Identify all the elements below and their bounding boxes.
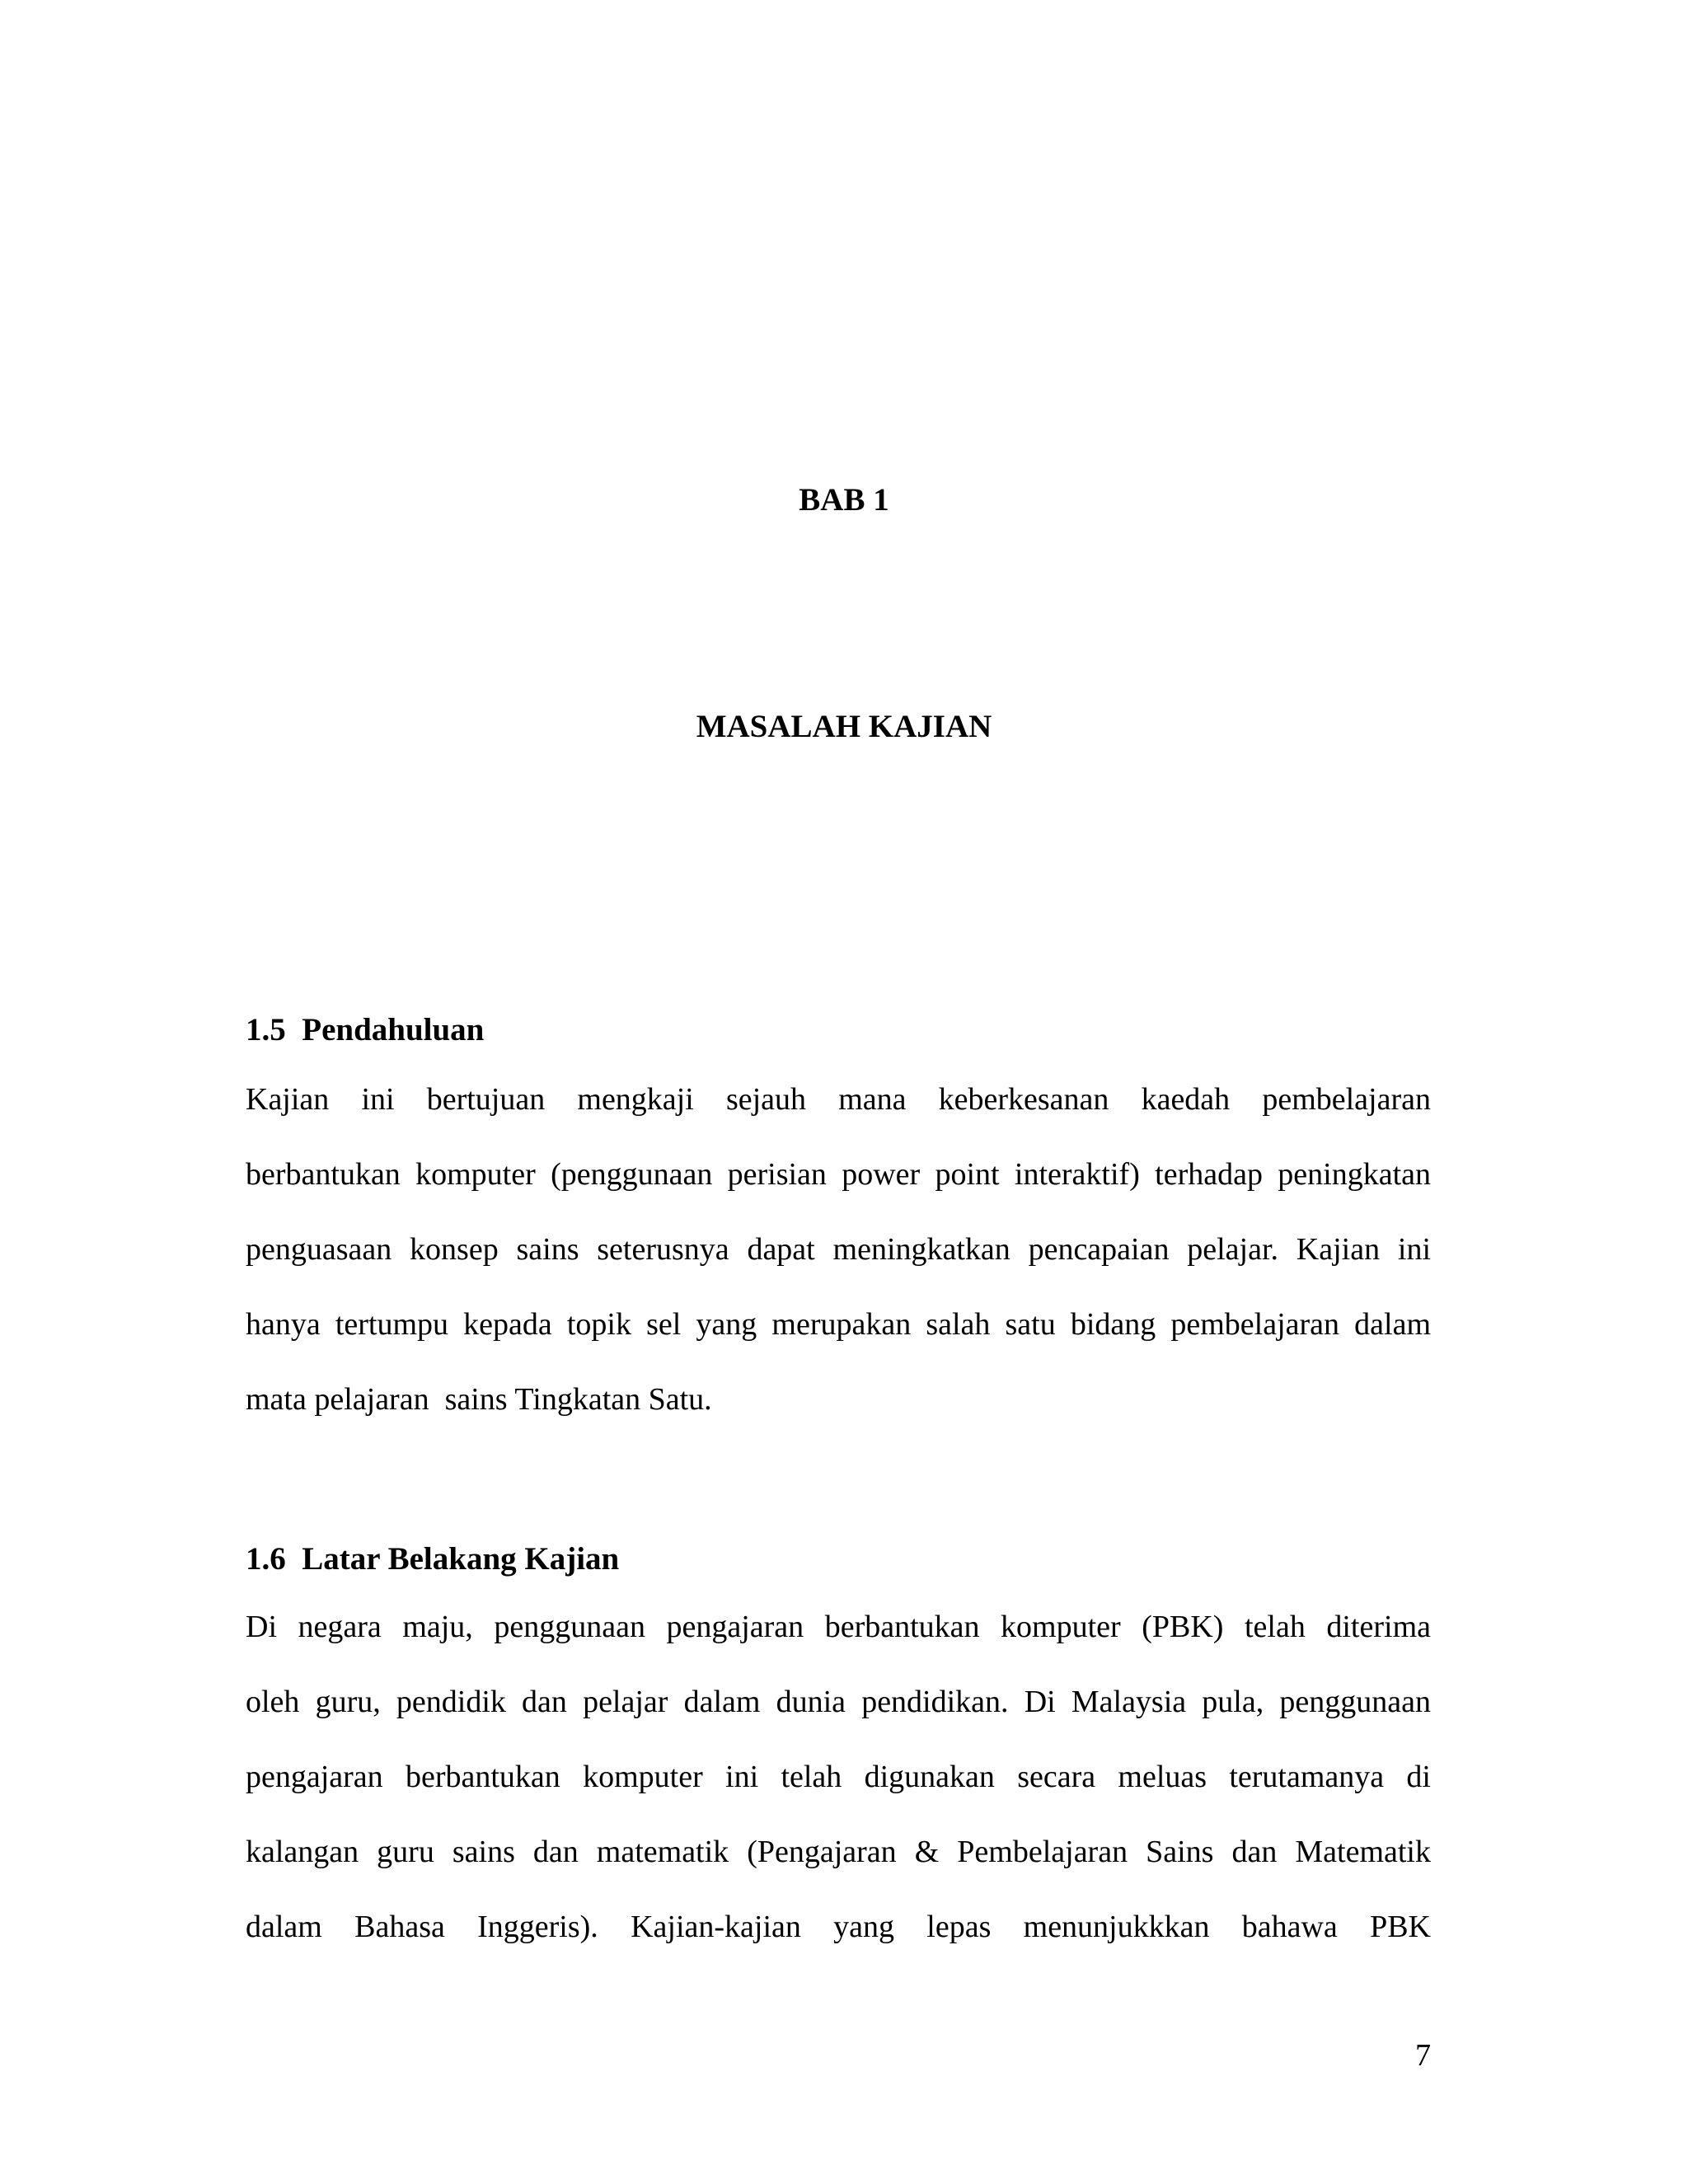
paragraph-line: hanya tertumpu kepada topik sel yang merupakan salah satu bidang pembelajaran dalam bbox=[246, 1307, 1431, 1342]
paragraph-line: penguasaan konsep sains seterusnya dapat meningkatkan pencapaian pelajar. Kajian ini bbox=[246, 1232, 1431, 1267]
paragraph-line: Di negara maju, penggunaan pengajaran berbantukan komputer (PBK) telah diterima bbox=[246, 1610, 1431, 1644]
paragraph-line: oleh guru, pendidik dan pelajar dalam dunia pendidikan. Di Malaysia pula, penggunaan bbox=[246, 1685, 1431, 1719]
section-heading-pendahuluan: 1.5 Pendahuluan bbox=[246, 1012, 485, 1047]
page-number: 7 bbox=[1415, 2038, 1431, 2073]
paragraph-line: kalangan guru sains dan matematik (Pengajaran & Pembelajaran Sains dan Matematik bbox=[246, 1835, 1431, 1869]
paragraph-line: berbantukan komputer (penggunaan perisian power point interaktif) terhadap peningkatan bbox=[246, 1157, 1431, 1192]
paragraph-line: Kajian ini bertujuan mengkaji sejauh mana keberkesanan kaedah pembelajaran bbox=[246, 1082, 1431, 1117]
chapter-number: BAB 1 bbox=[799, 482, 889, 518]
paragraph-line: dalam Bahasa Inggeris). Kajian-kajian yang lepas menunjukkkan bahawa PBK bbox=[246, 1910, 1431, 1944]
paragraph-line: pengajaran berbantukan komputer ini telah digunakan secara meluas terutamanya di bbox=[246, 1760, 1431, 1794]
paragraph-line: mata pelajaran sains Tingkatan Satu. bbox=[246, 1382, 712, 1417]
chapter-title: MASALAH KAJIAN bbox=[696, 709, 992, 744]
section-heading-latar-belakang-kajian: 1.6 Latar Belakang Kajian bbox=[246, 1541, 620, 1577]
